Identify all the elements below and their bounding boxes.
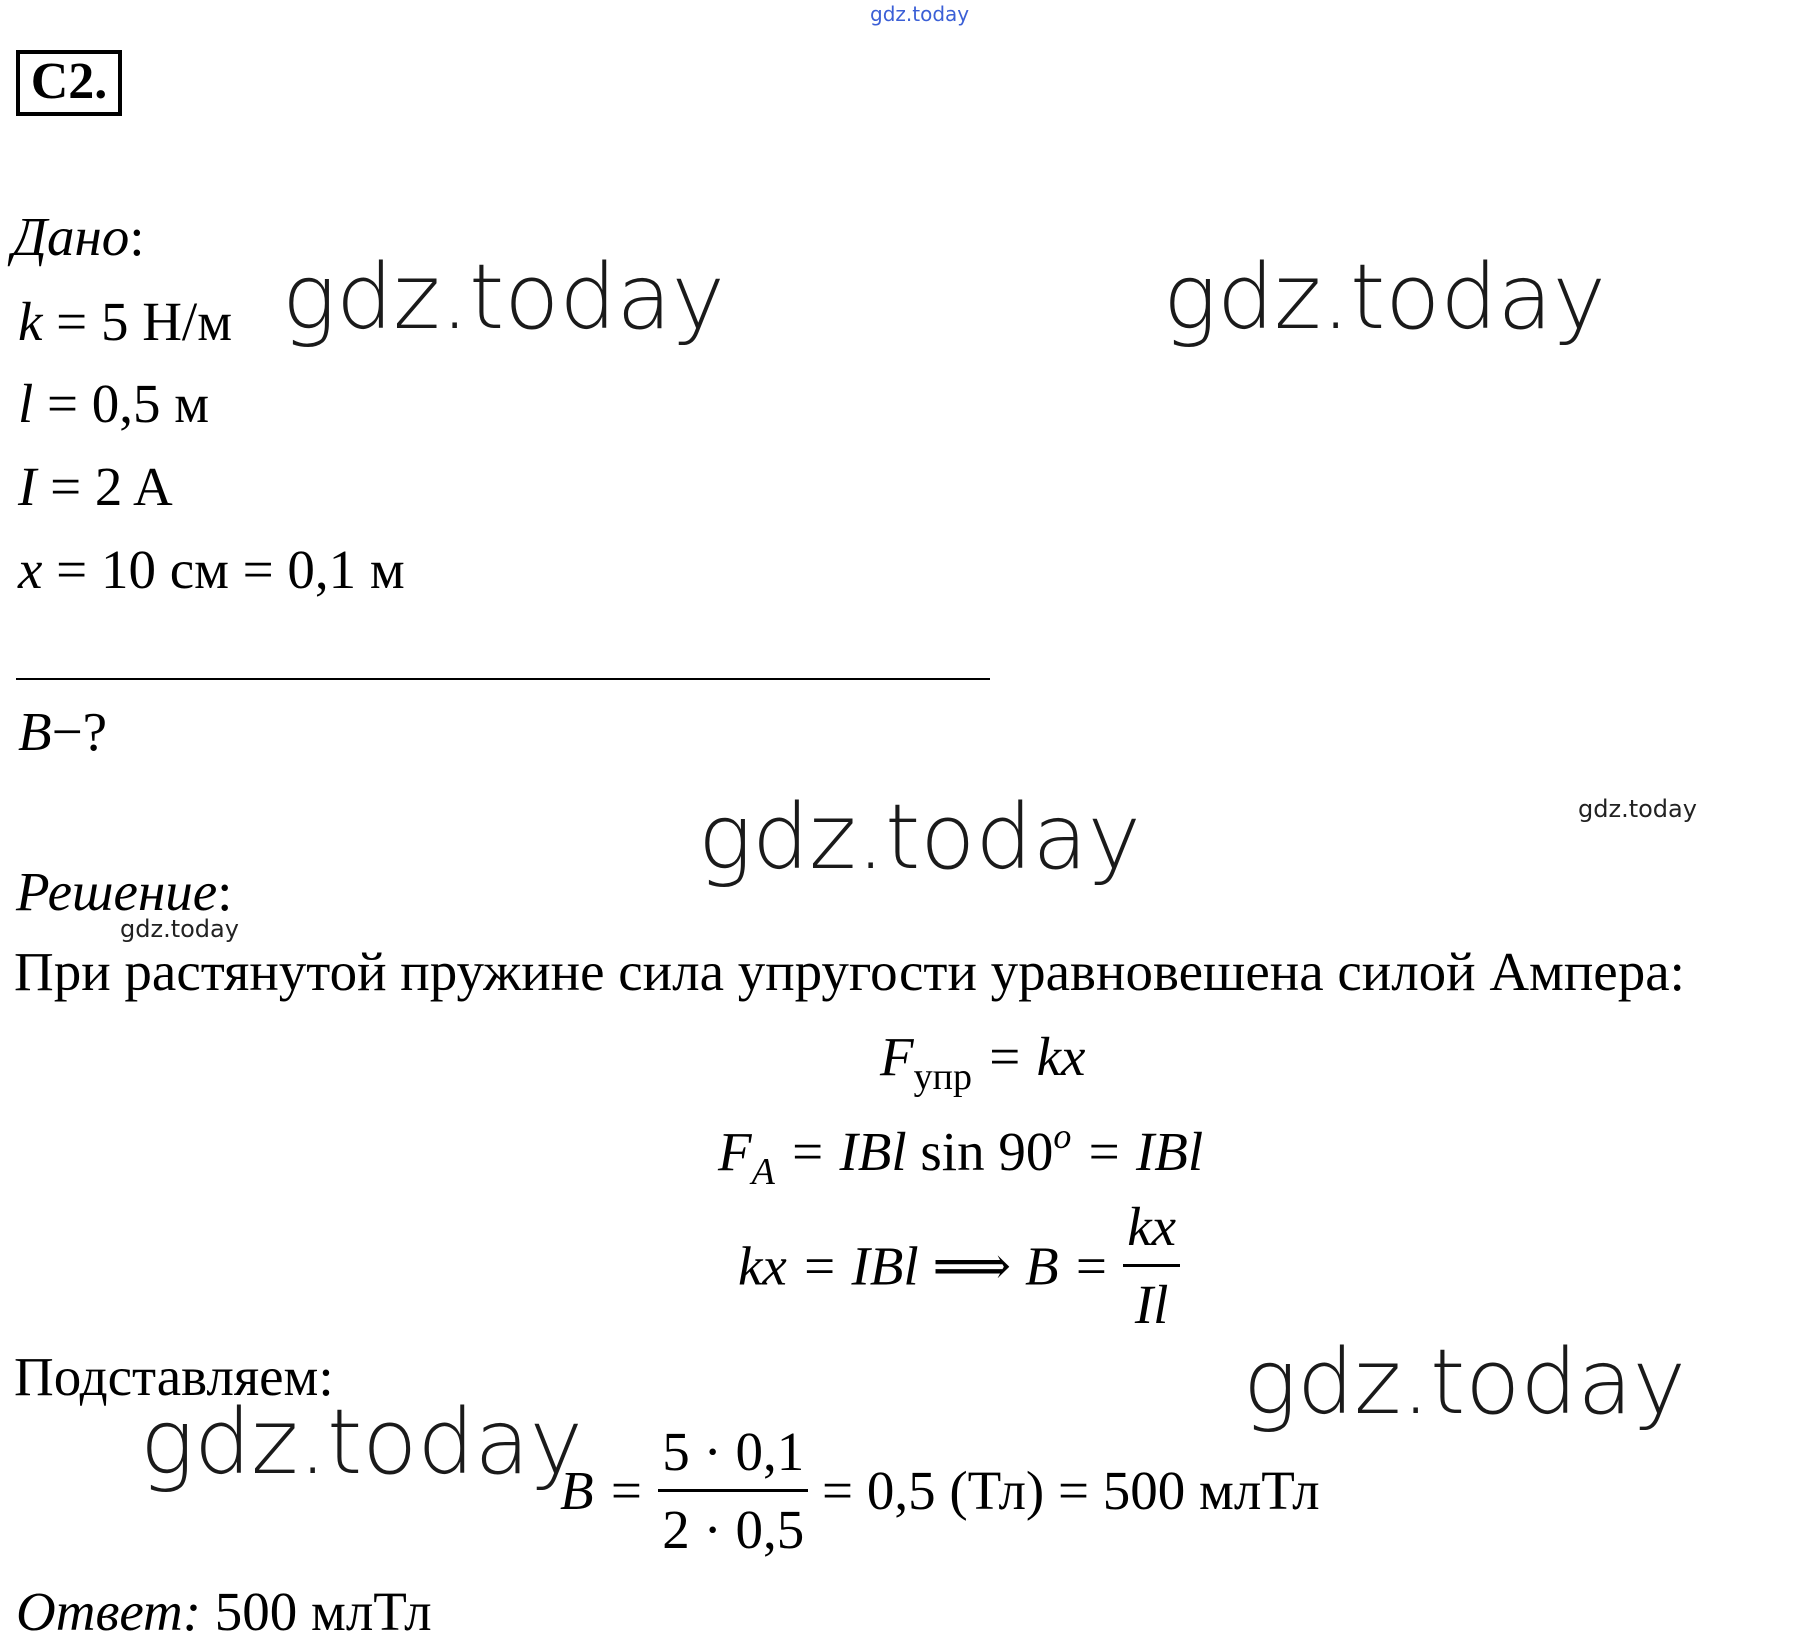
watermark: gdz.today — [282, 245, 725, 350]
eq4-numerator: 5 · 0,1 — [662, 1421, 805, 1482]
eq3-fraction — [1123, 1195, 1180, 1336]
watermark: gdz.today — [1243, 1330, 1686, 1435]
given-heading — [12, 205, 145, 268]
find-line — [18, 700, 107, 763]
eq1-lhs: F — [880, 1026, 914, 1087]
eq2-lhs: F — [718, 1121, 752, 1182]
eq1-sub: упр — [913, 1056, 972, 1098]
eq2-sup: o — [1053, 1116, 1072, 1156]
problem-label: C2. — [16, 50, 122, 116]
find-rest: −? — [51, 701, 108, 762]
equation-elastic-force — [880, 1025, 1085, 1099]
given-title: Дано — [12, 206, 130, 267]
given-var: l — [18, 373, 34, 434]
eq2-mid: = IBl — [774, 1121, 921, 1182]
fraction-bar — [1123, 1264, 1180, 1267]
given-line-x — [18, 538, 405, 601]
given-colon: : — [129, 206, 145, 267]
given-var: k — [18, 291, 43, 352]
given-value: = 5 Н/м — [42, 291, 232, 352]
answer-colon: : — [182, 1581, 202, 1642]
given-var: x — [18, 539, 43, 600]
given-value: = 2 A — [36, 456, 173, 517]
given-value: = 0,5 м — [33, 373, 210, 434]
watermark: gdz.today — [1578, 795, 1697, 823]
answer-line — [16, 1580, 432, 1643]
given-line-i — [18, 455, 173, 518]
eq3-numerator: kx — [1127, 1196, 1177, 1257]
watermark: gdz.today — [140, 1390, 583, 1495]
fraction-bar — [658, 1489, 808, 1492]
watermark: gdz.today — [1163, 245, 1606, 350]
find-var: B — [18, 701, 52, 762]
eq4-denominator: 2 · 0,5 — [662, 1499, 805, 1560]
eq2-sub: A — [751, 1151, 775, 1193]
eq2-rhs: = IBl — [1071, 1121, 1204, 1182]
eq2-fn: sin — [920, 1121, 985, 1182]
eq4-lhs: B = — [560, 1460, 659, 1521]
substitute-label: Подставляем: — [14, 1346, 334, 1407]
watermark: gdz.today — [698, 785, 1141, 890]
answer-value: 500 млТл — [201, 1581, 432, 1642]
eq2-num: 90 — [984, 1121, 1054, 1182]
given-line-k — [18, 290, 232, 353]
answer-label: Ответ — [16, 1581, 183, 1642]
solution-heading — [16, 860, 232, 923]
equation-derive-b — [738, 1195, 1180, 1336]
equation-result — [560, 1420, 1320, 1561]
given-var: I — [18, 456, 37, 517]
eq4-fraction — [658, 1420, 808, 1561]
header-watermark: gdz.today — [870, 2, 970, 26]
given-line-l — [18, 372, 209, 435]
given-divider — [16, 678, 990, 680]
given-value: = 10 см = 0,1 м — [42, 539, 405, 600]
solution-intro: При растянутой пружине сила упругости уравновешена силой Ампера: — [14, 941, 1685, 1002]
equation-ampere-force — [718, 1115, 1203, 1194]
eq3-denominator: Il — [1134, 1274, 1169, 1335]
eq4-rhs: = 0,5 (Тл) = 500 млТл — [808, 1460, 1320, 1521]
eq1-rhs: = kx — [971, 1026, 1086, 1087]
solution-colon: : — [217, 861, 233, 922]
watermark: gdz.today — [120, 915, 239, 943]
solution-title: Решение — [16, 861, 218, 922]
eq3-lhs: kx = IBl ⟹ B = — [738, 1235, 1124, 1297]
